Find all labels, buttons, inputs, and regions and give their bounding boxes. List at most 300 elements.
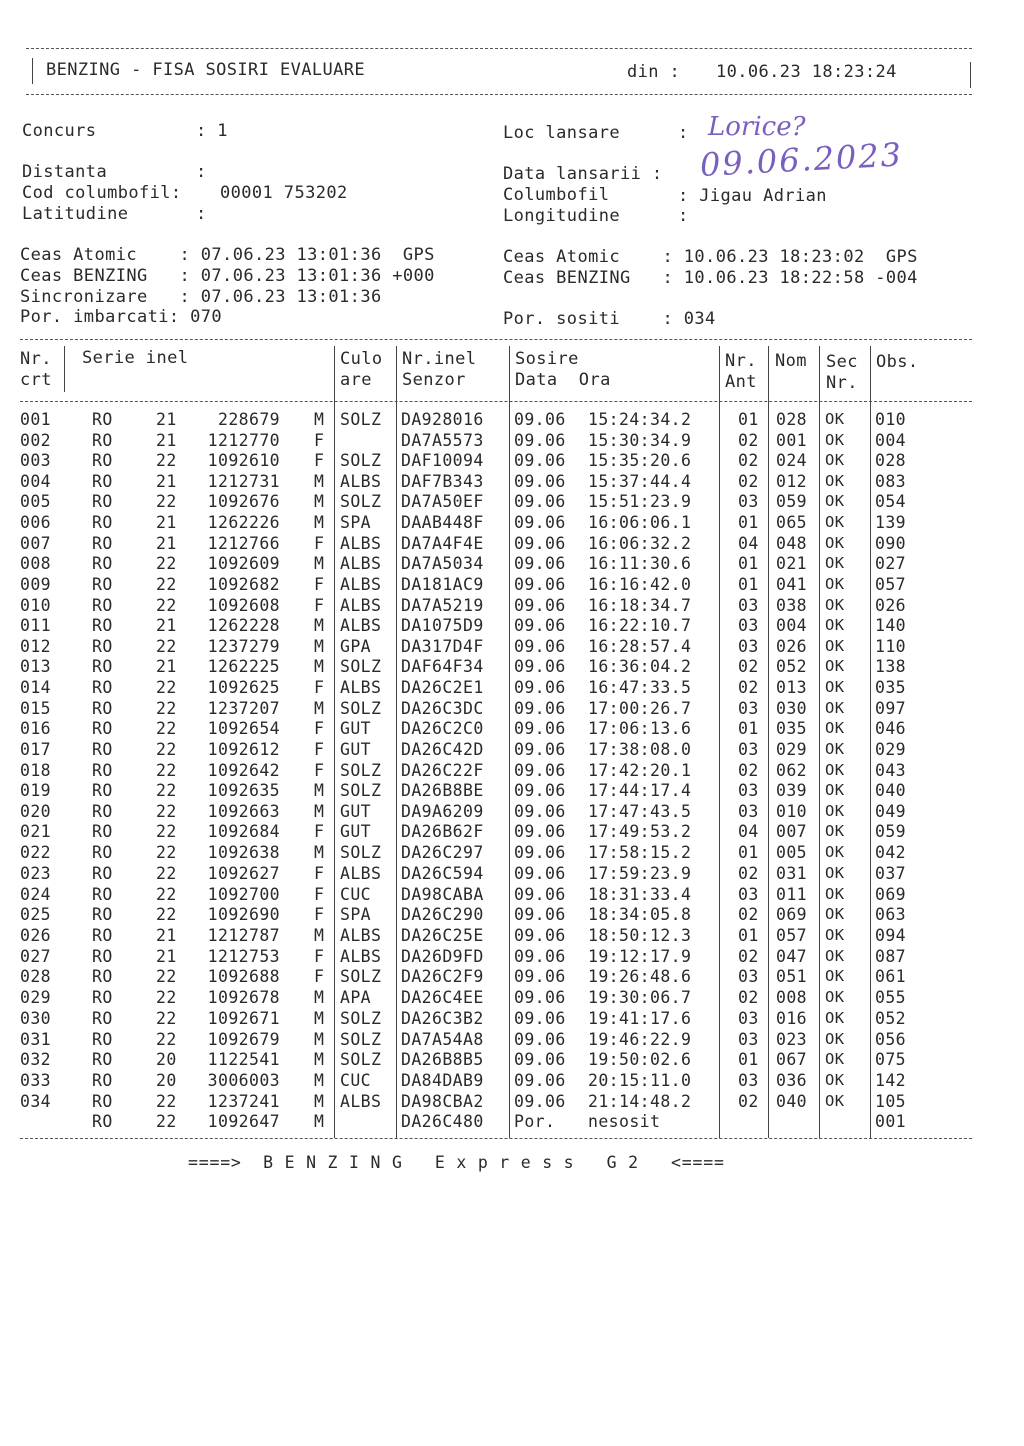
cell-ora: 16:11:30.6 (588, 554, 692, 574)
col-divider-serie (334, 346, 335, 1138)
cell-data: 09.06 (514, 657, 566, 677)
cell-obs: 026 (875, 595, 907, 615)
cell-inel: 1092612 (207, 739, 280, 759)
cell-nom: 048 (776, 533, 808, 553)
cell-an: 20 (156, 1071, 177, 1091)
cell-obs: 087 (875, 946, 907, 966)
cell-an: 21 (156, 410, 177, 429)
cell-inel: 1092642 (207, 760, 280, 780)
cell-obs: 052 (875, 1008, 907, 1028)
cell-an: 21 (156, 513, 177, 533)
ceas-atomic-end: Ceas Atomic : 10.06.23 18:23:02 GPS (503, 247, 918, 267)
cell-ant: 03 (738, 884, 759, 904)
cell-nr: 005 (20, 492, 52, 512)
cell-nr: 021 (20, 822, 52, 842)
cell-nr: 015 (20, 698, 52, 718)
cell-nr: 023 (20, 863, 52, 883)
cell-nom: 031 (776, 863, 808, 883)
cell-tara: RO (92, 863, 113, 883)
cell-obs: 090 (875, 533, 907, 553)
cell-ant: 04 (738, 822, 759, 842)
cell-nom: 011 (776, 884, 808, 904)
cell-an: 22 (156, 760, 177, 780)
cell-an: 22 (156, 884, 177, 904)
cell-sex: F (314, 905, 325, 925)
cell-sex: F (314, 967, 325, 987)
cell-cul: GPA (340, 636, 372, 656)
cell-ora: nesosit (588, 1112, 661, 1132)
cell-cul: SOLZ (340, 1029, 382, 1049)
cell-data: 09.06 (514, 905, 566, 925)
cell-obs: 010 (875, 410, 907, 429)
cell-data: 09.06 (514, 1008, 566, 1028)
cell-cul: SOLZ (340, 760, 382, 780)
cell-inel: 1092635 (207, 781, 280, 801)
cell-cul: GUT (340, 822, 372, 842)
cell-data: 09.06 (514, 513, 566, 533)
cell-senzor: DA7A5219 (401, 595, 484, 615)
header-sosire-1: Sosire (515, 349, 579, 369)
cell-cul: CUC (340, 1071, 372, 1091)
cell-nom: 041 (776, 574, 808, 594)
cell-obs: 083 (875, 471, 907, 491)
columbofil-value: : Jigau Adrian (678, 186, 827, 206)
cell-cul: CUC (340, 884, 372, 904)
cell-obs: 105 (875, 1091, 907, 1111)
cell-sex: M (314, 554, 325, 574)
cell-obs: 035 (875, 678, 907, 698)
latitudine-value: : (196, 204, 207, 224)
cell-data: 09.06 (514, 1050, 566, 1070)
header-bottom-border (26, 94, 972, 95)
cell-an: 21 (156, 926, 177, 945)
cell-obs: 069 (875, 884, 907, 904)
cell-tara: RO (92, 678, 113, 698)
cell-inel: 1092682 (207, 574, 280, 594)
cell-senzor: DA7A4F4E (401, 533, 484, 553)
cell-inel: 1092627 (207, 863, 280, 883)
cell-senzor: DAF10094 (401, 451, 484, 471)
cell-sec: OK (825, 574, 845, 593)
cell-tara: RO (92, 884, 113, 904)
cell-senzor: DA26C42D (401, 739, 484, 759)
cell-data: 09.06 (514, 719, 566, 739)
cell-ora: 15:24:34.2 (588, 410, 692, 429)
report-date-value: 10.06.23 18:23:24 (716, 62, 897, 82)
cell-obs: 142 (875, 1071, 907, 1091)
cell-an: 22 (156, 451, 177, 471)
cell-ant: 03 (738, 616, 759, 636)
cell-sex: F (314, 739, 325, 759)
cell-nom: 008 (776, 988, 808, 1008)
cell-obs: 046 (875, 719, 907, 739)
cell-an: 22 (156, 905, 177, 925)
cell-data: 09.06 (514, 430, 566, 450)
ceas-benzing-end: Ceas BENZING : 10.06.23 18:22:58 -004 (503, 268, 918, 288)
cell-tara: RO (92, 451, 113, 471)
cell-sec: OK (825, 926, 845, 944)
cell-obs: 110 (875, 636, 907, 656)
cell-senzor: DA26D9FD (401, 946, 484, 966)
cell-nr: 030 (20, 1008, 52, 1028)
sincronizare: Sincronizare : 07.06.23 13:01:36 (20, 287, 382, 307)
cell-inel: 1092684 (207, 822, 280, 842)
cell-data: 09.06 (514, 781, 566, 801)
cell-senzor: DA26C22F (401, 760, 484, 780)
cell-senzor: DA317D4F (401, 636, 484, 656)
cell-cul: ALBS (340, 554, 382, 574)
header-left-edge (32, 58, 33, 84)
cell-inel: 1092663 (207, 801, 280, 821)
cell-an: 22 (156, 822, 177, 842)
cell-sec: OK (825, 678, 845, 697)
cell-obs: 043 (875, 760, 907, 780)
cell-sec: OK (825, 1008, 845, 1027)
cell-sex: F (314, 822, 325, 842)
cell-cul: SOLZ (340, 1008, 382, 1028)
cell-data: 09.06 (514, 616, 566, 636)
cell-tara: RO (92, 843, 113, 863)
cell-ora: 15:51:23.9 (588, 492, 692, 512)
cell-sex: M (314, 988, 325, 1008)
cell-sex: M (314, 1112, 325, 1132)
cell-nom: 016 (776, 1008, 808, 1028)
cell-cul: GUT (340, 719, 372, 739)
col-divider-sosire (719, 346, 720, 1138)
cell-sex: F (314, 884, 325, 904)
cell-nom: 052 (776, 657, 808, 677)
cell-nom: 040 (776, 1091, 808, 1111)
cell-tara: RO (92, 967, 113, 987)
cell-ora: 20:15:11.0 (588, 1071, 692, 1091)
cell-senzor: DA26C297 (401, 843, 484, 863)
cell-cul: SOLZ (340, 698, 382, 718)
cell-senzor: DA26C3B2 (401, 1008, 484, 1028)
cell-ora: 19:12:17.9 (588, 946, 692, 966)
cell-an: 21 (156, 657, 177, 677)
cell-nr: 009 (20, 574, 52, 594)
cell-cul: SOLZ (340, 492, 382, 512)
cell-inel: 1212766 (207, 533, 280, 553)
cell-nr: 003 (20, 451, 52, 471)
cell-obs: 057 (875, 574, 907, 594)
longitudine-value: : (678, 206, 689, 226)
cell-tara: RO (92, 430, 113, 450)
cell-sec: OK (825, 946, 845, 965)
header-sosire-2: Data Ora (515, 370, 611, 390)
header-senzor-2: Senzor (402, 370, 466, 390)
cell-nom: 047 (776, 946, 808, 966)
cell-senzor: DA26C290 (401, 905, 484, 925)
cell-tara: RO (92, 1029, 113, 1049)
data-lansarii-label: Data lansarii : (503, 164, 663, 184)
cell-data: 09.06 (514, 554, 566, 574)
cell-inel: 1212753 (207, 946, 280, 966)
cell-inel: 3006003 (207, 1071, 280, 1091)
cell-sex: M (314, 1071, 325, 1091)
cell-obs: 027 (875, 554, 907, 574)
cell-nr: 014 (20, 678, 52, 698)
cell-ant: 02 (738, 471, 759, 491)
columbofil-label: Columbofil (503, 185, 610, 205)
cell-data: 09.06 (514, 471, 566, 491)
cell-inel: 1212787 (207, 926, 280, 945)
header-culoare-1: Culo (340, 349, 383, 369)
header-nom: Nom (775, 351, 807, 371)
cell-senzor: DA26C2C0 (401, 719, 484, 739)
cell-nr: 004 (20, 471, 52, 491)
cell-ant: 01 (738, 843, 759, 863)
cell-sex: F (314, 678, 325, 698)
cell-senzor: DA98CABA (401, 884, 484, 904)
cell-nom: 005 (776, 843, 808, 863)
header-top-border (26, 48, 972, 49)
cell-sex: M (314, 781, 325, 801)
cell-ora: 19:50:02.6 (588, 1050, 692, 1070)
cell-an: 21 (156, 946, 177, 966)
header-culoare-2: are (340, 370, 372, 390)
table-top-border (20, 339, 972, 340)
col-divider-sec (870, 346, 871, 1138)
cell-data: 09.06 (514, 760, 566, 780)
cell-obs: 140 (875, 616, 907, 636)
cell-tara: RO (92, 1112, 113, 1132)
cell-nom: 062 (776, 760, 808, 780)
cell-sex: M (314, 657, 325, 677)
cell-tara: RO (92, 636, 113, 656)
cell-senzor: DA928016 (401, 410, 484, 429)
table-header-border (20, 401, 972, 402)
cod-value: 00001 753202 (220, 183, 348, 203)
cell-cul: ALBS (340, 946, 382, 966)
cell-ora: 17:38:08.0 (588, 739, 692, 759)
cell-senzor: DA181AC9 (401, 574, 484, 594)
cell-sex: M (314, 616, 325, 636)
cell-sec: OK (825, 513, 845, 532)
distanta-label: Distanta (22, 162, 108, 182)
cell-an: 22 (156, 739, 177, 759)
cell-tara: RO (92, 946, 113, 966)
cell-nom: 001 (776, 430, 808, 450)
cell-tara: RO (92, 492, 113, 512)
report-title: BENZING - FISA SOSIRI EVALUARE (46, 60, 366, 80)
cell-sec: OK (825, 719, 845, 738)
cell-nom: 004 (776, 616, 808, 636)
cell-data: 09.06 (514, 822, 566, 842)
cell-cul: SOLZ (340, 843, 382, 863)
cell-data: 09.06 (514, 595, 566, 615)
cell-ant: 01 (738, 513, 759, 533)
cell-nom: 038 (776, 595, 808, 615)
cell-nom: 012 (776, 471, 808, 491)
cell-nr: 020 (20, 801, 52, 821)
cell-ora: 16:06:32.2 (588, 533, 692, 553)
cell-inel: 1092647 (207, 1112, 280, 1132)
cell-ant: 02 (738, 657, 759, 677)
col-divider-culoare (396, 346, 397, 1138)
cell-nr: 022 (20, 843, 52, 863)
cell-an: 22 (156, 1091, 177, 1111)
cell-obs: 042 (875, 843, 907, 863)
loc-lansare-colon: : (678, 123, 689, 143)
cell-ora: 18:50:12.3 (588, 926, 692, 945)
cell-ant: 03 (738, 1071, 759, 1091)
cell-cul: SPA (340, 905, 372, 925)
cell-nr: 011 (20, 616, 52, 636)
cell-ant: 03 (738, 801, 759, 821)
cell-ora: 21:14:48.2 (588, 1091, 692, 1111)
cell-nr: 017 (20, 739, 52, 759)
cell-ora: 19:41:17.6 (588, 1008, 692, 1028)
header-serie: Serie inel (82, 348, 189, 368)
cell-cul: ALBS (340, 1091, 382, 1111)
cell-sec: OK (825, 533, 845, 552)
header-ant-2: Ant (725, 372, 757, 392)
cell-sec: OK (825, 471, 845, 490)
ceas-benzing-start: Ceas BENZING : 07.06.23 13:01:36 +000 (20, 266, 435, 286)
cell-data: 09.06 (514, 1091, 566, 1111)
cell-obs: 049 (875, 801, 907, 821)
cell-ora: 18:31:33.4 (588, 884, 692, 904)
cell-nom: 007 (776, 822, 808, 842)
cell-an: 21 (156, 616, 177, 636)
cell-an: 21 (156, 430, 177, 450)
por-imbarcati: Por. imbarcati: 070 (20, 307, 223, 327)
cell-an: 22 (156, 574, 177, 594)
cell-nr: 028 (20, 967, 52, 987)
cell-inel: 1092700 (207, 884, 280, 904)
cell-tara: RO (92, 905, 113, 925)
cell-obs: 075 (875, 1050, 907, 1070)
cell-senzor: DA26C3DC (401, 698, 484, 718)
cell-an: 22 (156, 1029, 177, 1049)
cell-data: 09.06 (514, 410, 566, 429)
cell-tara: RO (92, 760, 113, 780)
cell-sec: OK (825, 1071, 845, 1090)
cell-sec: OK (825, 863, 845, 882)
cell-nr: 027 (20, 946, 52, 966)
report-date-label: din : (627, 62, 681, 82)
cell-senzor: DA84DAB9 (401, 1071, 484, 1091)
cell-sex: F (314, 595, 325, 615)
cell-tara: RO (92, 574, 113, 594)
cell-sec: OK (825, 492, 845, 511)
cell-sex: F (314, 719, 325, 739)
cell-inel: 1262228 (207, 616, 280, 636)
cell-nom: 036 (776, 1071, 808, 1091)
cell-tara: RO (92, 595, 113, 615)
cell-sex: M (314, 801, 325, 821)
distanta-value: : (196, 162, 207, 182)
cell-obs: 061 (875, 967, 907, 987)
cell-an: 22 (156, 1112, 177, 1132)
cell-obs: 028 (875, 451, 907, 471)
cell-ora: 15:35:20.6 (588, 451, 692, 471)
cell-ora: 17:06:13.6 (588, 719, 692, 739)
cell-obs: 055 (875, 988, 907, 1008)
cell-ant: 01 (738, 410, 759, 429)
concurs-value: : 1 (196, 121, 228, 141)
cell-ora: 19:26:48.6 (588, 967, 692, 987)
cell-nom: 067 (776, 1050, 808, 1070)
cell-an: 22 (156, 863, 177, 883)
cell-an: 22 (156, 678, 177, 698)
cell-ora: 16:06:06.1 (588, 513, 692, 533)
cell-nom: 059 (776, 492, 808, 512)
cell-ora: 17:49:53.2 (588, 822, 692, 842)
cell-inel: 1262226 (207, 513, 280, 533)
cell-senzor: DA26C480 (401, 1112, 484, 1132)
cell-sec: OK (825, 410, 845, 428)
cell-an: 22 (156, 698, 177, 718)
cell-tara: RO (92, 554, 113, 574)
cell-senzor: DA26C4EE (401, 988, 484, 1008)
cell-nr: 001 (20, 410, 52, 429)
cell-cul: SOLZ (340, 657, 382, 677)
cell-data: 09.06 (514, 533, 566, 553)
cell-inel: 1212731 (207, 471, 280, 491)
cell-senzor: DA26C2E1 (401, 678, 484, 698)
header-nr-1: Nr. (20, 349, 52, 369)
header-sec-1: Sec (826, 352, 858, 372)
cell-ora: 15:30:34.9 (588, 430, 692, 450)
cell-cul: GUT (340, 801, 372, 821)
cell-sec: OK (825, 988, 845, 1007)
cell-inel: 1092654 (207, 719, 280, 739)
data-lansarii-handwritten: 09.06.2023 (699, 135, 904, 184)
header-nr-2: crt (20, 370, 52, 390)
cell-data: 09.06 (514, 967, 566, 987)
cell-senzor: DA26B62F (401, 822, 484, 842)
cell-data: 09.06 (514, 636, 566, 656)
cell-sec: OK (825, 905, 845, 924)
loc-lansare-handwritten: Lorice? (708, 112, 806, 142)
cell-obs: 063 (875, 905, 907, 925)
cell-sex: M (314, 698, 325, 718)
cell-sex: M (314, 1029, 325, 1049)
cell-an: 22 (156, 595, 177, 615)
cell-nr: 013 (20, 657, 52, 677)
cell-inel: 1092688 (207, 967, 280, 987)
cell-sex: M (314, 492, 325, 512)
col-divider-nom (819, 346, 820, 1138)
cell-tara: RO (92, 1091, 113, 1111)
cell-sec: OK (825, 657, 845, 676)
cell-cul: ALBS (340, 926, 382, 945)
cell-obs: 037 (875, 863, 907, 883)
cell-ora: 16:16:42.0 (588, 574, 692, 594)
cell-ora: 17:42:20.1 (588, 760, 692, 780)
cell-cul: APA (340, 988, 372, 1008)
cell-sex: M (314, 1008, 325, 1028)
cell-inel: 1092638 (207, 843, 280, 863)
cell-data: 09.06 (514, 884, 566, 904)
cell-data: 09.06 (514, 451, 566, 471)
cell-ant: 03 (738, 967, 759, 987)
cell-ora: 16:18:34.7 (588, 595, 692, 615)
cell-cul: SOLZ (340, 1050, 382, 1070)
cell-tara: RO (92, 1008, 113, 1028)
cell-cul: ALBS (340, 595, 382, 615)
cell-sex: M (314, 410, 325, 429)
cell-ora: 19:30:06.7 (588, 988, 692, 1008)
cell-nom: 021 (776, 554, 808, 574)
cell-inel: 1092676 (207, 492, 280, 512)
cell-ant: 03 (738, 1029, 759, 1049)
cell-sec: OK (825, 1091, 845, 1110)
cell-tara: RO (92, 988, 113, 1008)
cell-ant: 03 (738, 781, 759, 801)
